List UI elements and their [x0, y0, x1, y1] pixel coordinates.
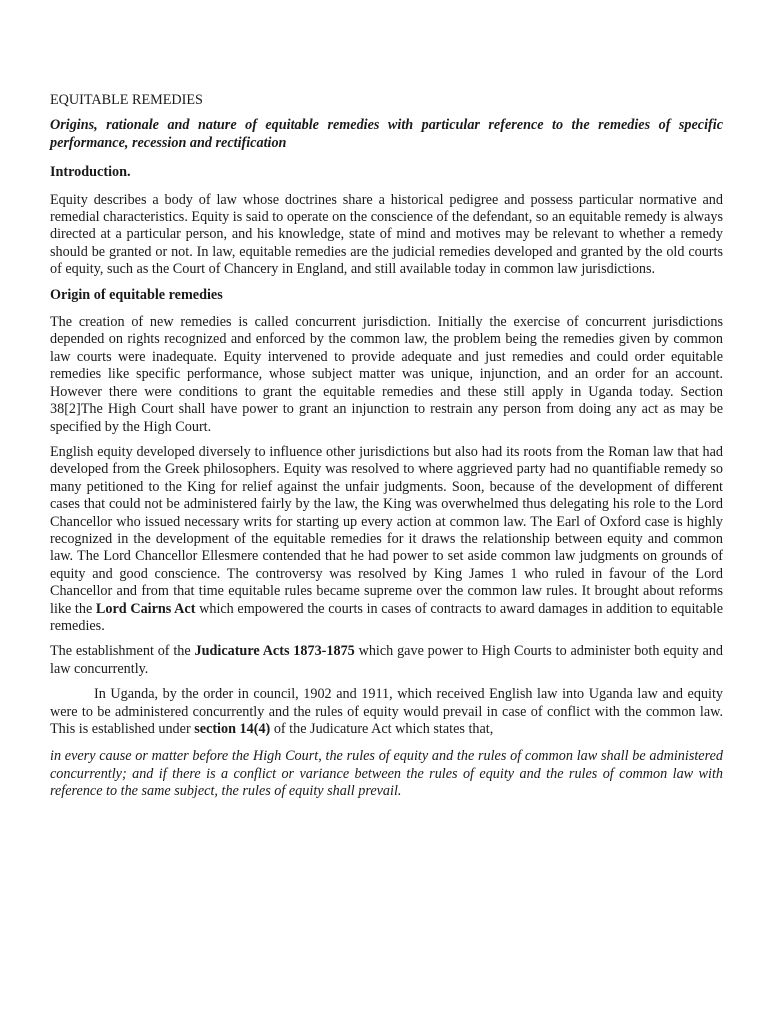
judicature-acts: Judicature Acts 1873-1875 — [194, 643, 355, 660]
judicature-quote: in every cause or matter before the High Court, the rules of equity and the rules of common law shall be administered concurrently; and if there is a conflict or variance between the rules of equity and the rules of common law with reference to the same subject, the rules of equity shall prevail. — [50, 748, 723, 800]
origin-paragraph-2 — [50, 444, 723, 635]
section-14-4: section 14(4) — [194, 721, 271, 737]
document-page — [50, 92, 723, 809]
introduction-heading: Introduction. — [50, 164, 131, 181]
origin-paragraph-1: The creation of new remedies is called concurrent jurisdiction. Initially the exercise of concurrent jurisdictions depended on rights recognized and enforced by the common law, the problem being the remedies given by common law courts were inadequate. Equity intervened to provide adequate and just remedies and could order equitable remedies like specific performance, whose subject matter was unique, injunction, and an order for an account. However there were conditions to grant the equitable remedies and these still apply in Uganda today. Section 38[2]The High Court shall have power to grant an injunction to restrain any person from doing any act as may be specified by the High Court. — [50, 314, 723, 435]
judicature-post: which gave power to High Courts to administer both equity and law concurrently. — [50, 643, 723, 677]
document-title: EQUITABLE REMEDIES — [50, 92, 203, 108]
origin-paragraph-2-end: which empowered the courts in cases of contracts to award damages in addition to equitable remedies. — [50, 600, 724, 634]
uganda-post: of the Judicature Act which states that, — [270, 721, 494, 737]
origin-heading: Origin of equitable remedies — [50, 286, 223, 303]
introduction-paragraph: Equity describes a body of law whose doctrines share a historical pedigree and possess particular normative and remedial characteristics. Equity is said to operate on the conscience of the defendant, so an equitable remedy is always directed at a particular person, and his knowledge, state of mind and motives may be relevant to whether a remedy should be granted or not. In law, equitable remedies are the judicial remedies developed and granted by the old courts of equity, such as the Court of Chancery in England, and still available today in common law jurisdictions. — [50, 191, 723, 278]
uganda-paragraph — [50, 686, 723, 738]
judicature-paragraph — [50, 643, 723, 678]
origin-paragraph-2-text: English equity developed diversely to influence other jurisdictions but also had its roots from the Roman law that had developed from the Greek philosophers. Equity was resolved to where aggrieved party had no quantifiable remedy so many petitioned to the King for relief against the unfair judgments. Soon, because of the development of different cases that could not be administered fairly by the law, the King was overwhelmed thus delegating his role to the Lord Chancellor who issued necessary writs for starting up every action at common law. The Earl of Oxford case is highly recognized in the development of the equitable remedies for it draws the relationship between equity and common law. The Lord Chancellor Ellesmere contended that he had power to set aside common law judgments on grounds of equity and good conscience. The controversy was resolved by King James 1 who ruled in favour of the Lord Chancellor and from that time equitable rules became supreme over the common law rules. It brought about reforms like the — [50, 443, 723, 617]
judicature-pre: The establishment of the — [50, 643, 195, 660]
uganda-pre: In Uganda, by the order in council, 1902 and 1911, which received English law into Uganda law and equity were to be administered concurrently and the rules of equity would prevail in case of conflict with the common law. This is established under — [50, 686, 723, 737]
document-subtitle: Origins, rationale and nature of equitable remedies with particular reference to the remedies of specific performance, recession and rectification — [50, 117, 723, 151]
lord-cairns-act: Lord Cairns Act — [95, 600, 196, 617]
